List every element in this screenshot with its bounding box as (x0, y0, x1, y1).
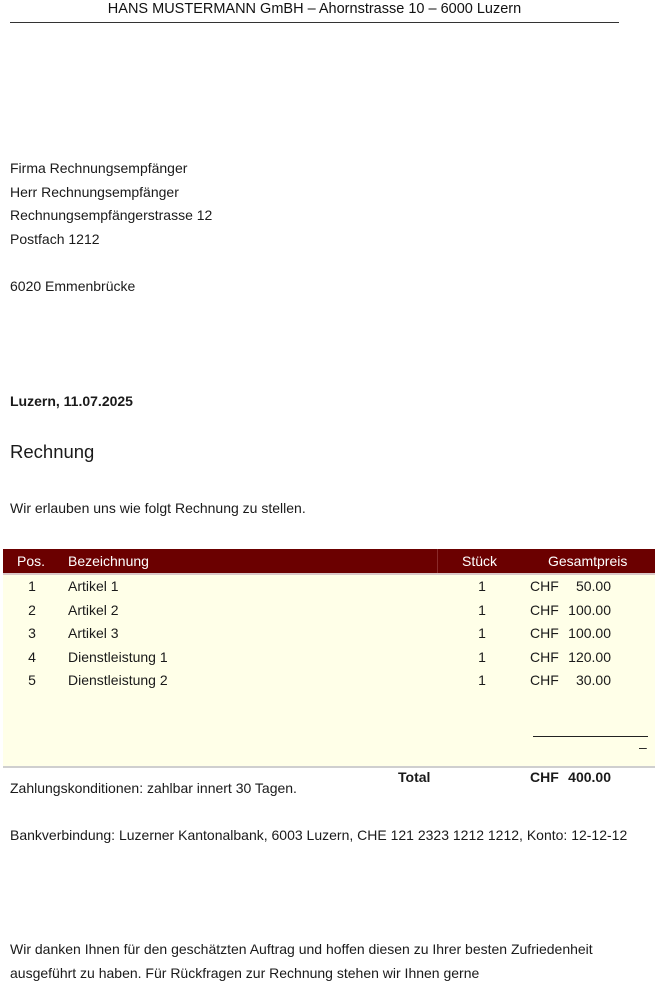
row-currency: CHF (530, 578, 559, 594)
row-description: Dienstleistung 1 (68, 648, 168, 665)
address-spacer (10, 251, 212, 275)
row-description: Dienstleistung 2 (68, 672, 168, 688)
letterhead (10, 0, 619, 23)
table-row (3, 672, 655, 696)
table-body (3, 575, 655, 785)
closing-text: Wir danken Ihnen für den geschätzten Auftrag und hoffen diesen zu Ihrer besten Zufriedenheit ausgeführt zu haben. Für Rückfragen zur Rechnung stehen wir Ihnen gerne (10, 941, 593, 981)
intro-text: Wir erlauben uns wie folgt Rechnung zu stellen. (10, 500, 306, 516)
document-title: Rechnung (10, 441, 95, 462)
row-description: Artikel 1 (68, 578, 119, 594)
row-quantity: 1 (478, 601, 486, 618)
invoice-table (3, 549, 655, 785)
row-quantity: 1 (478, 578, 486, 594)
header-pos: Pos. (17, 553, 46, 569)
row-currency: CHF (530, 601, 559, 618)
header-divider (437, 549, 438, 573)
recipient-street: Rechnungsempfängerstrasse 12 (10, 207, 213, 223)
table-row (3, 625, 655, 649)
sum-underline (533, 736, 648, 737)
header-quantity: Stück (462, 553, 498, 569)
table-header (3, 549, 655, 575)
row-description: Artikel 3 (68, 625, 119, 641)
header-total-price: Gesamtpreis (548, 553, 628, 569)
row-quantity: 1 (478, 648, 486, 665)
company-line: HANS MUSTERMANN GmBH – Ahornstrasse 10 – 6000 Luzern (107, 1, 522, 17)
header-description: Bezeichnung (68, 553, 149, 569)
total-amount: 400.00 (568, 769, 611, 785)
row-amount: 50.00 (575, 578, 611, 594)
recipient-address (10, 157, 212, 298)
row-currency: CHF (530, 625, 559, 641)
payment-terms: Zahlungskonditionen: zahlbar innert 30 Tagen. (10, 780, 297, 796)
row-pos: 4 (28, 648, 36, 665)
row-currency: CHF (530, 648, 559, 665)
recipient-pobox: Postfach 1212 (10, 230, 100, 247)
row-amount: 120.00 (568, 648, 611, 665)
row-pos: 3 (28, 625, 36, 641)
recipient-person: Herr Rechnungsempfänger (10, 183, 179, 200)
row-pos: 2 (28, 601, 36, 618)
invoice-date: Luzern, 11.07.2025 (10, 393, 133, 409)
row-amount: 100.00 (568, 625, 611, 641)
total-label: Total (398, 769, 431, 785)
sum-dash: – (639, 739, 647, 755)
row-quantity: 1 (478, 625, 486, 641)
table-row (3, 649, 655, 673)
row-quantity: 1 (478, 672, 486, 688)
total-currency: CHF (530, 769, 559, 785)
table-row (3, 578, 655, 602)
row-currency: CHF (530, 672, 559, 688)
recipient-company: Firma Rechnungsempfänger (10, 160, 188, 176)
table-row (3, 602, 655, 626)
row-amount: 100.00 (568, 601, 611, 618)
row-amount: 30.00 (575, 672, 611, 688)
row-pos: 5 (28, 672, 36, 688)
row-description: Artikel 2 (68, 601, 119, 618)
recipient-city: 6020 Emmenbrücke (10, 277, 136, 294)
bank-details: Bankverbindung: Luzerner Kantonalbank, 6003 Luzern, CHE 121 2323 1212 1212, Konto: 12-12-12 (10, 827, 628, 843)
row-pos: 1 (28, 578, 36, 594)
